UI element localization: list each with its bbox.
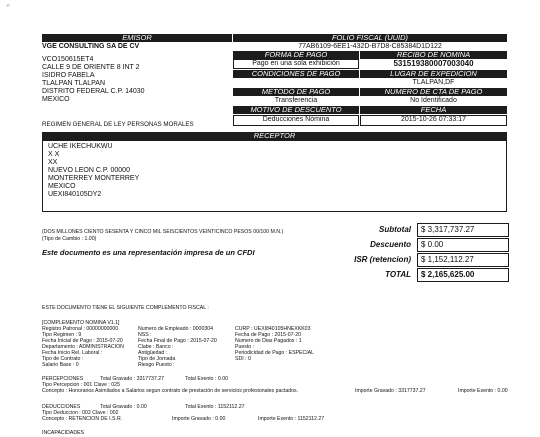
complemento-col2-line: Fecha Final de Pago : 2015-07-20 <box>138 338 217 344</box>
recibo-label: RECIBO DE NOMINA <box>360 51 507 59</box>
corner-stamp: ॐ <box>6 3 10 8</box>
deducciones-concepto: Concepto : RETENCION DE I.S.R. <box>42 416 123 422</box>
emisor-block <box>42 43 232 131</box>
totals-value: $ 1,152,112.27 <box>417 253 509 267</box>
percepciones-total-exento: Total Exento : 0.00 <box>185 376 228 382</box>
complemento-col1-line: Fecha Inicial de Pago : 2015-07-20 <box>42 338 123 344</box>
percepciones-total-gravado: Total Gravado : 3317737.27 <box>100 376 165 382</box>
percepciones-importe-exento: Importe Exento : 0.00 <box>458 388 508 394</box>
totals-value: $ 0.00 <box>417 238 509 252</box>
complemento-col2 <box>138 326 217 368</box>
complemento-col3-line: CURP : UEXI840105HNEXKK03 <box>235 326 311 332</box>
totals-value: $ 3,317,737.27 <box>417 223 509 237</box>
complemento-col1 <box>42 326 124 368</box>
receptor-address-line: UCHE IKECHUKWU <box>48 143 113 150</box>
totals-label: Subtotal <box>379 225 411 234</box>
motivo-label: MOTIVO DE DESCUENTO <box>233 106 359 114</box>
metodo-value: Transferencia <box>274 97 318 104</box>
emisor-address-line: CALLE 9 DE ORIENTE 8 INT 2 <box>42 64 140 71</box>
complemento-col1-line: Tipo Regimen : 9 <box>42 332 82 338</box>
deducciones-tipo: Tipo Deduccion : 002 Clave : 002 <box>42 410 119 416</box>
emisor-header: EMISOR <box>42 34 232 42</box>
totals-label: ISR (retencion) <box>354 255 411 264</box>
complemento-col1-line: Departamento : ADMINISTRACION <box>42 344 124 350</box>
complemento-col1-line: Tipo de Contrato : <box>42 356 84 362</box>
deducciones-title: DEDUCCIONES <box>42 404 81 410</box>
complemento-col1-line: Registro Patronal : 00000000000 <box>42 326 119 332</box>
emisor-address-line: TLALPAN TLALPAN <box>42 80 106 87</box>
receptor-address-line: UEXI840105DY2 <box>48 191 102 198</box>
metodo-label: METODO DE PAGO <box>233 88 359 96</box>
recibo-value: 531519380007003040 <box>393 59 474 68</box>
complemento-col2-line: NSS : <box>138 332 152 338</box>
emisor-address-line: ISIDRO FABELA <box>42 72 95 79</box>
receptor-block <box>42 140 507 212</box>
emisor-name: VGE CONSULTING SA DE CV <box>42 43 140 50</box>
motivo-value: Deducciones Nómina <box>233 115 359 126</box>
complemento-col1-line: Fecha Inicio Rel. Laboral : <box>42 350 103 356</box>
deducciones-importe-exento: Importe Exento : 1152112.27 <box>258 416 325 422</box>
percepciones-concepto: Concepto : Honorarios Asimilados a Salarios segun contrato de prestación de servicios profesionales pactados. <box>42 388 299 394</box>
totals-row <box>345 267 515 282</box>
fecha-label: FECHA <box>360 106 507 114</box>
emisor-address-line: MEXICO <box>42 96 70 103</box>
totals-row <box>345 237 515 252</box>
complemento-col3 <box>235 326 314 362</box>
complemento-col1-line: Salario Base : 0 <box>42 362 79 368</box>
deducciones-total-gravado: Total Gravado : 0.00 <box>100 404 147 410</box>
receptor-header: RECEPTOR <box>42 132 507 140</box>
complemento-col2-line: Tipo de Jornada <box>138 356 176 362</box>
emisor-regimen: REGIMEN GENERAL DE LEY PERSONAS MORALES <box>42 121 194 128</box>
forma-pago-value: Pago en una sola exhibición <box>233 59 359 69</box>
incapacidades-title: INCAPACIDADES <box>42 430 84 436</box>
forma-pago-label: FORMA DE PAGO <box>233 51 359 59</box>
condiciones-label: CONDICIONES DE PAGO <box>233 70 359 78</box>
tipo-cambio: (Tipo de Cambio : 1.00) <box>42 236 97 242</box>
percepciones-tipo: Tipo Percepcion : 001 Clave : 025 <box>42 382 120 388</box>
folio-label: FOLIO FISCAL (UUID) <box>233 34 507 42</box>
complemento-intro: ESTE DOCUMENTO TIENE EL SIGUIENTE COMPLEMENTO FISCAL : <box>42 305 209 311</box>
totals-label: TOTAL <box>385 270 411 279</box>
complemento-col3-line: Puesto : <box>235 344 255 350</box>
fecha-value: 2015-10-26 07:33:17 <box>360 115 507 126</box>
percepciones-importe-gravado: Importe Gravado : 3317737.27 <box>355 388 426 394</box>
lugar-value: TLALPAN,DF <box>412 79 455 86</box>
receptor-address-line: MEXICO <box>48 183 76 190</box>
emisor-address-line: DISTRITO FEDERAL C.P. 14030 <box>42 88 145 95</box>
complemento-header: [COMPLEMENTO NOMINA V1.1] <box>42 320 120 326</box>
complemento-col2-line: Riesgo Puesto : <box>138 362 175 368</box>
complemento-col3-line: SDI : 0 <box>235 356 251 362</box>
percepciones-title: PERCEPCIONES <box>42 376 84 382</box>
totals-table <box>345 222 515 282</box>
receptor-address-line: MONTERREY MONTERREY <box>48 175 140 182</box>
complemento-col3-line: Fecha de Pago : 2015-07-20 <box>235 332 302 338</box>
complemento-col2-line: Clabe : Banco : <box>138 344 174 350</box>
lugar-label: LUGAR DE EXPEDICION <box>360 70 507 78</box>
complemento-col3-line: Numero de Dias Pagados : 1 <box>235 338 302 344</box>
emisor-address <box>42 56 232 104</box>
totals-row <box>345 222 515 237</box>
totals-value: $ 2,165,625.00 <box>417 268 509 282</box>
complemento-col2-line: Antigüedad : <box>138 350 168 356</box>
receptor-address-line: NUEVO LEON C.P. 00000 <box>48 167 130 174</box>
deducciones-total-exento: Total Exento : 1152112.27 <box>185 404 245 410</box>
receptor-address-line: X X <box>48 151 60 158</box>
emisor-address-line: VCO150615ET4 <box>42 56 94 63</box>
folio-value: 77AB6109-6EE1-432D-B7D8-C85384D1D122 <box>298 43 442 50</box>
deducciones-importe-gravado: Importe Gravado : 0.00 <box>172 416 226 422</box>
cuenta-label: NUMERO DE CTA DE PAGO <box>360 88 507 96</box>
totals-label: Descuento <box>370 240 411 249</box>
complemento-col2-line: Numero de Empleado : 0000304 <box>138 326 213 332</box>
amount-in-words: (DOS MILLONES CIENTO SESENTA Y CINCO MIL SEISCIENTOS VEINTICINCO PESOS 00/100 M.N.) <box>42 229 284 235</box>
complemento-col3-line: Periodicidad de Pago : ESPECIAL <box>235 350 315 356</box>
receptor-address-line: XX <box>48 159 58 166</box>
totals-row <box>345 252 515 267</box>
cuenta-value: No Identificado <box>410 97 457 104</box>
cfdi-representation: Este documento es una representación impresa de un CFDI <box>42 248 255 257</box>
